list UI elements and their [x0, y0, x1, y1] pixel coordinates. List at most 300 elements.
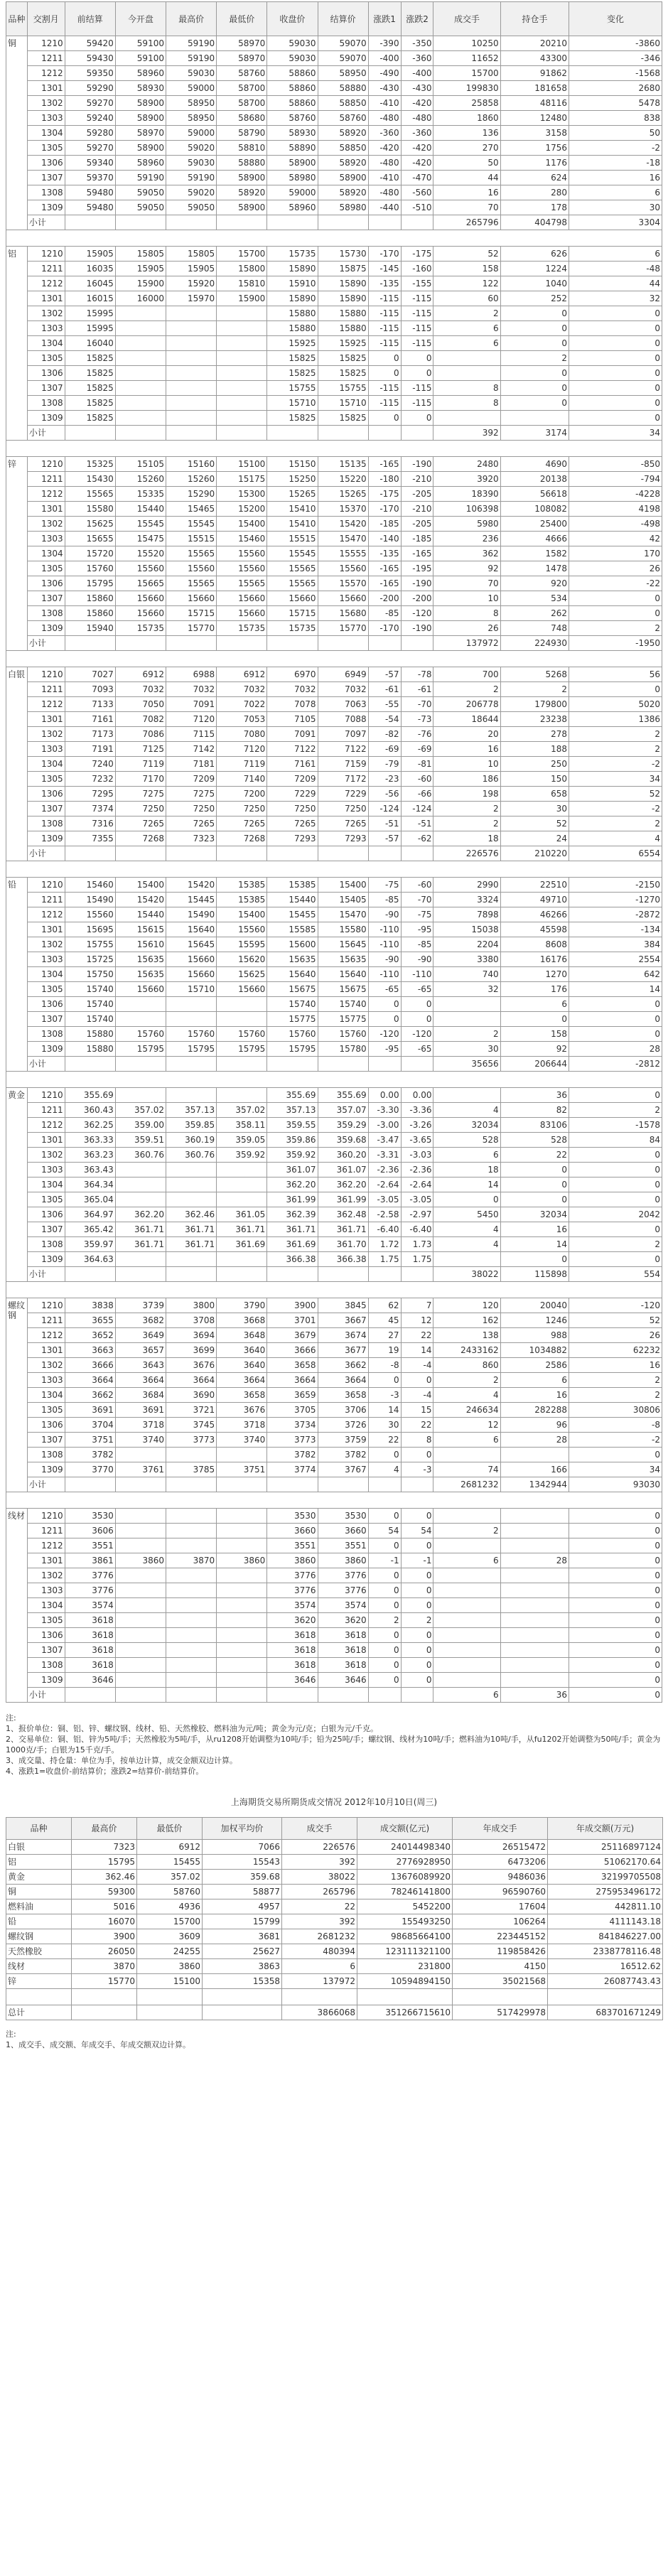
table-cell: 16: [569, 171, 662, 185]
table-cell: [166, 366, 216, 381]
table-cell: 3706: [318, 1403, 368, 1418]
table-cell: [115, 351, 166, 366]
table-cell: 136: [433, 126, 500, 141]
table-row: [6, 967, 662, 982]
table-cell: [217, 1673, 267, 1688]
table-cell: 2: [569, 1388, 662, 1403]
table-cell: 1040: [500, 276, 569, 291]
spacer-cell: [6, 230, 662, 247]
table-cell: 10: [433, 591, 500, 606]
subtotal-cell: 2681232: [433, 1477, 500, 1492]
table-cell: 1301: [27, 1133, 65, 1148]
table-cell: 16: [500, 1222, 569, 1237]
summary-cell: 51062170.64: [548, 1855, 663, 1870]
table-cell: 6: [433, 321, 500, 336]
table-cell: 188: [500, 742, 569, 757]
table-cell: -3.00: [368, 1118, 401, 1133]
table-cell: [166, 1583, 216, 1598]
subtotal-cell: [166, 636, 216, 651]
table-cell: 44: [569, 276, 662, 291]
table-cell: 15795: [65, 576, 115, 591]
table-cell: 20138: [500, 472, 569, 487]
table-cell: 56618: [500, 487, 569, 502]
table-cell: 15660: [217, 591, 267, 606]
table-cell: 3684: [115, 1388, 166, 1403]
table-cell: 7209: [267, 772, 318, 787]
table-cell: 15710: [267, 396, 318, 411]
group-spacer: [6, 861, 662, 878]
table-row: [6, 1524, 662, 1538]
table-row: [6, 1583, 662, 1598]
summary-cell: 26087743.43: [548, 1974, 663, 1989]
table-cell: -2.36: [368, 1163, 401, 1177]
table-cell: 3618: [267, 1628, 318, 1643]
table-cell: 32034: [500, 1207, 569, 1222]
table-cell: 1210: [27, 667, 65, 682]
table-cell: 0: [368, 1658, 401, 1673]
table-row: [6, 291, 662, 306]
table-cell: 59000: [166, 126, 216, 141]
subtotal-cell: [65, 636, 115, 651]
table-cell: -66: [401, 787, 433, 802]
subtotal-label: 小计: [27, 1688, 65, 1703]
table-cell: 15490: [166, 907, 216, 922]
table-cell: [433, 411, 500, 426]
table-row: [6, 502, 662, 517]
table-cell: 7122: [318, 742, 368, 757]
table-cell: 2: [569, 1373, 662, 1388]
summary-row: [6, 1870, 663, 1885]
table-cell: 60: [433, 291, 500, 306]
table-row: [6, 1177, 662, 1192]
table-cell: 3668: [217, 1313, 267, 1328]
table-cell: 15135: [318, 457, 368, 472]
table-cell: 15880: [267, 306, 318, 321]
table-cell: 15385: [267, 878, 318, 893]
summary-cell: 4150: [453, 1959, 548, 1974]
subtotal-row: [6, 1057, 662, 1072]
table-cell: 15440: [267, 893, 318, 907]
table-cell: 359.92: [267, 1148, 318, 1163]
table-cell: 15635: [267, 952, 318, 967]
table-cell: [433, 1673, 500, 1688]
table-cell: [166, 351, 216, 366]
table-cell: 7293: [318, 831, 368, 846]
table-cell: [500, 1658, 569, 1673]
table-cell: 15515: [267, 532, 318, 546]
table-cell: -145: [368, 262, 401, 276]
table-cell: 15720: [65, 546, 115, 561]
subtotal-cell: [115, 215, 166, 230]
table-cell: 15560: [115, 561, 166, 576]
table-cell: 15635: [318, 952, 368, 967]
table-cell: 7275: [115, 787, 166, 802]
table-cell: 3666: [65, 1358, 115, 1373]
table-cell: 18644: [433, 712, 500, 727]
subtotal-cell: [401, 426, 433, 441]
table-cell: 15640: [267, 967, 318, 982]
table-cell: 6: [500, 1373, 569, 1388]
table-cell: [433, 351, 500, 366]
table-cell: 3618: [65, 1613, 115, 1628]
table-cell: 0: [500, 1192, 569, 1207]
group-spacer: [6, 441, 662, 457]
table-cell: 1305: [27, 1192, 65, 1207]
table-cell: -2872: [569, 907, 662, 922]
table-cell: 359.92: [217, 1148, 267, 1163]
table-cell: 15715: [166, 606, 216, 621]
table-cell: 15400: [115, 878, 166, 893]
table-cell: 361.71: [115, 1222, 166, 1237]
table-cell: 3785: [166, 1462, 216, 1477]
table-cell: -175: [368, 487, 401, 502]
table-cell: [115, 1012, 166, 1027]
variety-cell: 白银: [6, 667, 28, 861]
table-cell: 1034882: [500, 1343, 569, 1358]
subtotal-cell: 404798: [500, 215, 569, 230]
table-cell: 0: [569, 1027, 662, 1042]
table-cell: -51: [368, 817, 401, 831]
table-cell: [115, 997, 166, 1012]
table-cell: 0: [368, 1673, 401, 1688]
table-cell: 7265: [267, 817, 318, 831]
table-row: [6, 1433, 662, 1448]
table-row: [6, 1418, 662, 1433]
subtotal-cell: 137972: [433, 636, 500, 651]
table-cell: 361.99: [318, 1192, 368, 1207]
table-cell: 5268: [500, 667, 569, 682]
table-cell: 14: [500, 1237, 569, 1252]
table-cell: 20: [433, 727, 500, 742]
summary-cell: 98685664100: [357, 1929, 453, 1944]
table-cell: 3618: [267, 1658, 318, 1673]
table-cell: [115, 1583, 166, 1598]
table-cell: 15410: [267, 517, 318, 532]
table-cell: 179800: [500, 697, 569, 712]
table-cell: 15755: [267, 381, 318, 396]
table-cell: 58960: [115, 156, 166, 171]
table-cell: -115: [401, 291, 433, 306]
table-cell: 58860: [267, 81, 318, 96]
table-cell: 0: [500, 1012, 569, 1027]
subtotal-cell: [368, 1267, 401, 1282]
subtotal-label: 小计: [27, 215, 65, 230]
table-cell: 2554: [569, 952, 662, 967]
futures-header-cell: 最高价: [166, 2, 216, 36]
table-cell: [115, 1088, 166, 1103]
table-cell: 700: [433, 667, 500, 682]
table-cell: -110: [368, 937, 401, 952]
table-cell: 0: [569, 321, 662, 336]
table-cell: 54: [368, 1524, 401, 1538]
table-cell: 528: [500, 1133, 569, 1148]
table-cell: 1303: [27, 321, 65, 336]
commodity-name: 燃料油: [6, 1899, 72, 1914]
summary-cell: 15543: [203, 1855, 282, 1870]
spacer-cell: [6, 861, 662, 878]
table-cell: 528: [433, 1133, 500, 1148]
table-cell: 1212: [27, 66, 65, 81]
table-cell: [217, 1628, 267, 1643]
table-cell: 15775: [267, 1012, 318, 1027]
table-cell: 364.63: [65, 1252, 115, 1267]
table-cell: 2: [500, 682, 569, 697]
summary-cell: 4936: [137, 1899, 203, 1914]
table-cell: 3606: [65, 1524, 115, 1538]
table-cell: 365.04: [65, 1192, 115, 1207]
table-cell: 3649: [115, 1328, 166, 1343]
table-row: [6, 396, 662, 411]
table-cell: -2.64: [368, 1177, 401, 1192]
summary-row: [6, 1944, 663, 1959]
subtotal-cell: [267, 215, 318, 230]
table-cell: -165: [368, 457, 401, 472]
table-cell: 15880: [65, 1042, 115, 1057]
table-cell: 1303: [27, 532, 65, 546]
table-cell: 3773: [166, 1433, 216, 1448]
summary-cell: 351266715610: [357, 2005, 453, 2020]
table-cell: 15760: [217, 1027, 267, 1042]
table-cell: 0: [368, 411, 401, 426]
table-cell: -180: [368, 472, 401, 487]
table-cell: 6949: [318, 667, 368, 682]
table-cell: 58900: [115, 111, 166, 126]
blank-cell: [548, 1989, 663, 2005]
table-cell: 27: [368, 1328, 401, 1343]
table-cell: 363.43: [65, 1163, 115, 1177]
table-cell: [166, 1177, 216, 1192]
table-cell: 58920: [318, 156, 368, 171]
table-cell: 0: [368, 366, 401, 381]
table-row: [6, 381, 662, 396]
table-cell: 988: [500, 1328, 569, 1343]
table-cell: [217, 321, 267, 336]
table-cell: 3751: [65, 1433, 115, 1448]
table-cell: 1307: [27, 591, 65, 606]
table-cell: 3761: [115, 1462, 166, 1477]
table-cell: 7120: [166, 712, 216, 727]
table-cell: 15735: [115, 621, 166, 636]
table-cell: 16: [569, 1358, 662, 1373]
table-cell: 58920: [318, 185, 368, 200]
subtotal-cell: [166, 1057, 216, 1072]
table-cell: 359.55: [267, 1118, 318, 1133]
table-cell: 15900: [217, 291, 267, 306]
table-cell: 3646: [65, 1673, 115, 1688]
table-cell: 6912: [217, 667, 267, 682]
table-cell: -430: [368, 81, 401, 96]
table-cell: 0: [401, 1568, 433, 1583]
table-cell: 1306: [27, 1418, 65, 1433]
table-cell: 3740: [217, 1433, 267, 1448]
table-cell: 30: [368, 1418, 401, 1433]
table-cell: -195: [401, 561, 433, 576]
table-cell: -170: [368, 247, 401, 262]
summary-cell: 22: [282, 1899, 357, 1914]
table-cell: 3380: [433, 952, 500, 967]
blank-row: [6, 1989, 663, 2005]
spacer-cell: [6, 1072, 662, 1088]
table-cell: 1270: [500, 967, 569, 982]
table-cell: 359.51: [115, 1133, 166, 1148]
table-cell: [166, 1568, 216, 1583]
table-cell: 50: [569, 126, 662, 141]
table-cell: 366.38: [318, 1252, 368, 1267]
table-cell: 7122: [267, 742, 318, 757]
table-cell: 1304: [27, 1598, 65, 1613]
table-cell: [115, 1252, 166, 1267]
table-cell: 15740: [65, 997, 115, 1012]
table-cell: 1305: [27, 561, 65, 576]
table-cell: -85: [368, 893, 401, 907]
summary-cell: 223445152: [453, 1929, 548, 1944]
table-cell: 45: [368, 1313, 401, 1328]
table-cell: 7268: [217, 831, 267, 846]
table-row: [6, 712, 662, 727]
table-cell: 3690: [166, 1388, 216, 1403]
table-cell: 15880: [318, 321, 368, 336]
table-cell: [433, 1012, 500, 1027]
table-cell: 59000: [166, 81, 216, 96]
table-cell: 3640: [217, 1343, 267, 1358]
table-cell: 7140: [217, 772, 267, 787]
table-cell: -400: [368, 51, 401, 66]
summary-cell: 35021568: [453, 1974, 548, 1989]
table-cell: 15420: [166, 878, 216, 893]
blank-cell: [453, 1989, 548, 2005]
table-cell: 6: [433, 1148, 500, 1163]
table-cell: 355.69: [65, 1088, 115, 1103]
table-cell: 58880: [318, 81, 368, 96]
table-cell: 7091: [166, 697, 216, 712]
table-cell: 16015: [65, 291, 115, 306]
table-cell: -560: [401, 185, 433, 200]
table-cell: -165: [368, 576, 401, 591]
table-cell: -480: [401, 111, 433, 126]
table-cell: -73: [401, 712, 433, 727]
table-cell: 15890: [318, 276, 368, 291]
table-cell: 15660: [318, 591, 368, 606]
table-cell: 48116: [500, 96, 569, 111]
table-cell: 361.05: [217, 1207, 267, 1222]
table-cell: 0: [401, 1583, 433, 1598]
table-cell: [500, 1524, 569, 1538]
table-cell: 1212: [27, 1538, 65, 1553]
table-cell: 0: [401, 1673, 433, 1688]
table-cell: [217, 366, 267, 381]
table-cell: -3.31: [368, 1148, 401, 1163]
table-cell: 7161: [65, 712, 115, 727]
table-cell: 92: [433, 561, 500, 576]
table-row: [6, 772, 662, 787]
table-cell: [217, 1509, 267, 1524]
table-row: [6, 1373, 662, 1388]
summary-row: [6, 1929, 663, 1944]
subtotal-cell: 6: [433, 1688, 500, 1703]
table-cell: 58950: [166, 96, 216, 111]
table-cell: [166, 1509, 216, 1524]
table-cell: 2: [500, 351, 569, 366]
subtotal-cell: [65, 1688, 115, 1703]
table-cell: 5980: [433, 517, 500, 532]
table-cell: 3691: [65, 1403, 115, 1418]
futures-header-cell: 交割月: [27, 2, 65, 36]
table-cell: -120: [401, 1027, 433, 1042]
table-cell: 16: [433, 742, 500, 757]
table-cell: 15640: [166, 922, 216, 937]
table-cell: 3574: [65, 1598, 115, 1613]
table-cell: 384: [569, 937, 662, 952]
table-cell: 7082: [115, 712, 166, 727]
table-cell: [166, 1192, 216, 1207]
table-cell: [166, 1088, 216, 1103]
table-row: [6, 1207, 662, 1222]
table-cell: 2: [569, 1103, 662, 1118]
table-cell: 1212: [27, 697, 65, 712]
table-cell: -1: [401, 1553, 433, 1568]
table-cell: 0: [500, 1252, 569, 1267]
table-cell: 3800: [166, 1298, 216, 1313]
table-cell: [500, 1598, 569, 1613]
table-cell: 2: [569, 621, 662, 636]
table-cell: [433, 1509, 500, 1524]
table-cell: 7295: [65, 787, 115, 802]
table-cell: 16035: [65, 262, 115, 276]
table-row: [6, 247, 662, 262]
table-cell: [217, 1012, 267, 1027]
table-cell: 4: [433, 1222, 500, 1237]
table-cell: 7181: [166, 757, 216, 772]
table-cell: 15160: [166, 457, 216, 472]
table-cell: 1309: [27, 1673, 65, 1688]
table-cell: 3699: [166, 1343, 216, 1358]
table-cell: [166, 396, 216, 411]
table-cell: 8: [433, 606, 500, 621]
table-cell: 15890: [318, 291, 368, 306]
table-cell: 15755: [318, 381, 368, 396]
table-cell: 359.85: [166, 1118, 216, 1133]
table-cell: 0: [569, 1222, 662, 1237]
summary-cell: 9486036: [453, 1870, 548, 1885]
subtotal-cell: [401, 846, 433, 861]
table-cell: 3860: [318, 1553, 368, 1568]
table-cell: 0: [569, 1568, 662, 1583]
table-cell: 7050: [115, 697, 166, 712]
table-cell: 7105: [267, 712, 318, 727]
subtotal-cell: [401, 636, 433, 651]
table-cell: [115, 1598, 166, 1613]
table-row: [6, 321, 662, 336]
table-cell: 7159: [318, 757, 368, 772]
summary-header-cell: 最高价: [72, 1818, 137, 1840]
summary-cell: 3866068: [282, 2005, 357, 2020]
table-cell: [217, 1658, 267, 1673]
table-cell: 1307: [27, 1433, 65, 1448]
table-row: [6, 81, 662, 96]
table-cell: [166, 1673, 216, 1688]
summary-cell: 2776928950: [357, 1855, 453, 1870]
table-cell: 3705: [267, 1403, 318, 1418]
table-row: [6, 1042, 662, 1057]
table-cell: 2: [433, 1373, 500, 1388]
table-cell: -135: [368, 546, 401, 561]
table-cell: -190: [401, 576, 433, 591]
table-cell: 15440: [115, 502, 166, 517]
summary-cell: 58877: [203, 1885, 282, 1899]
table-cell: 7265: [217, 817, 267, 831]
table-row: [6, 893, 662, 907]
table-cell: 58900: [217, 200, 267, 215]
